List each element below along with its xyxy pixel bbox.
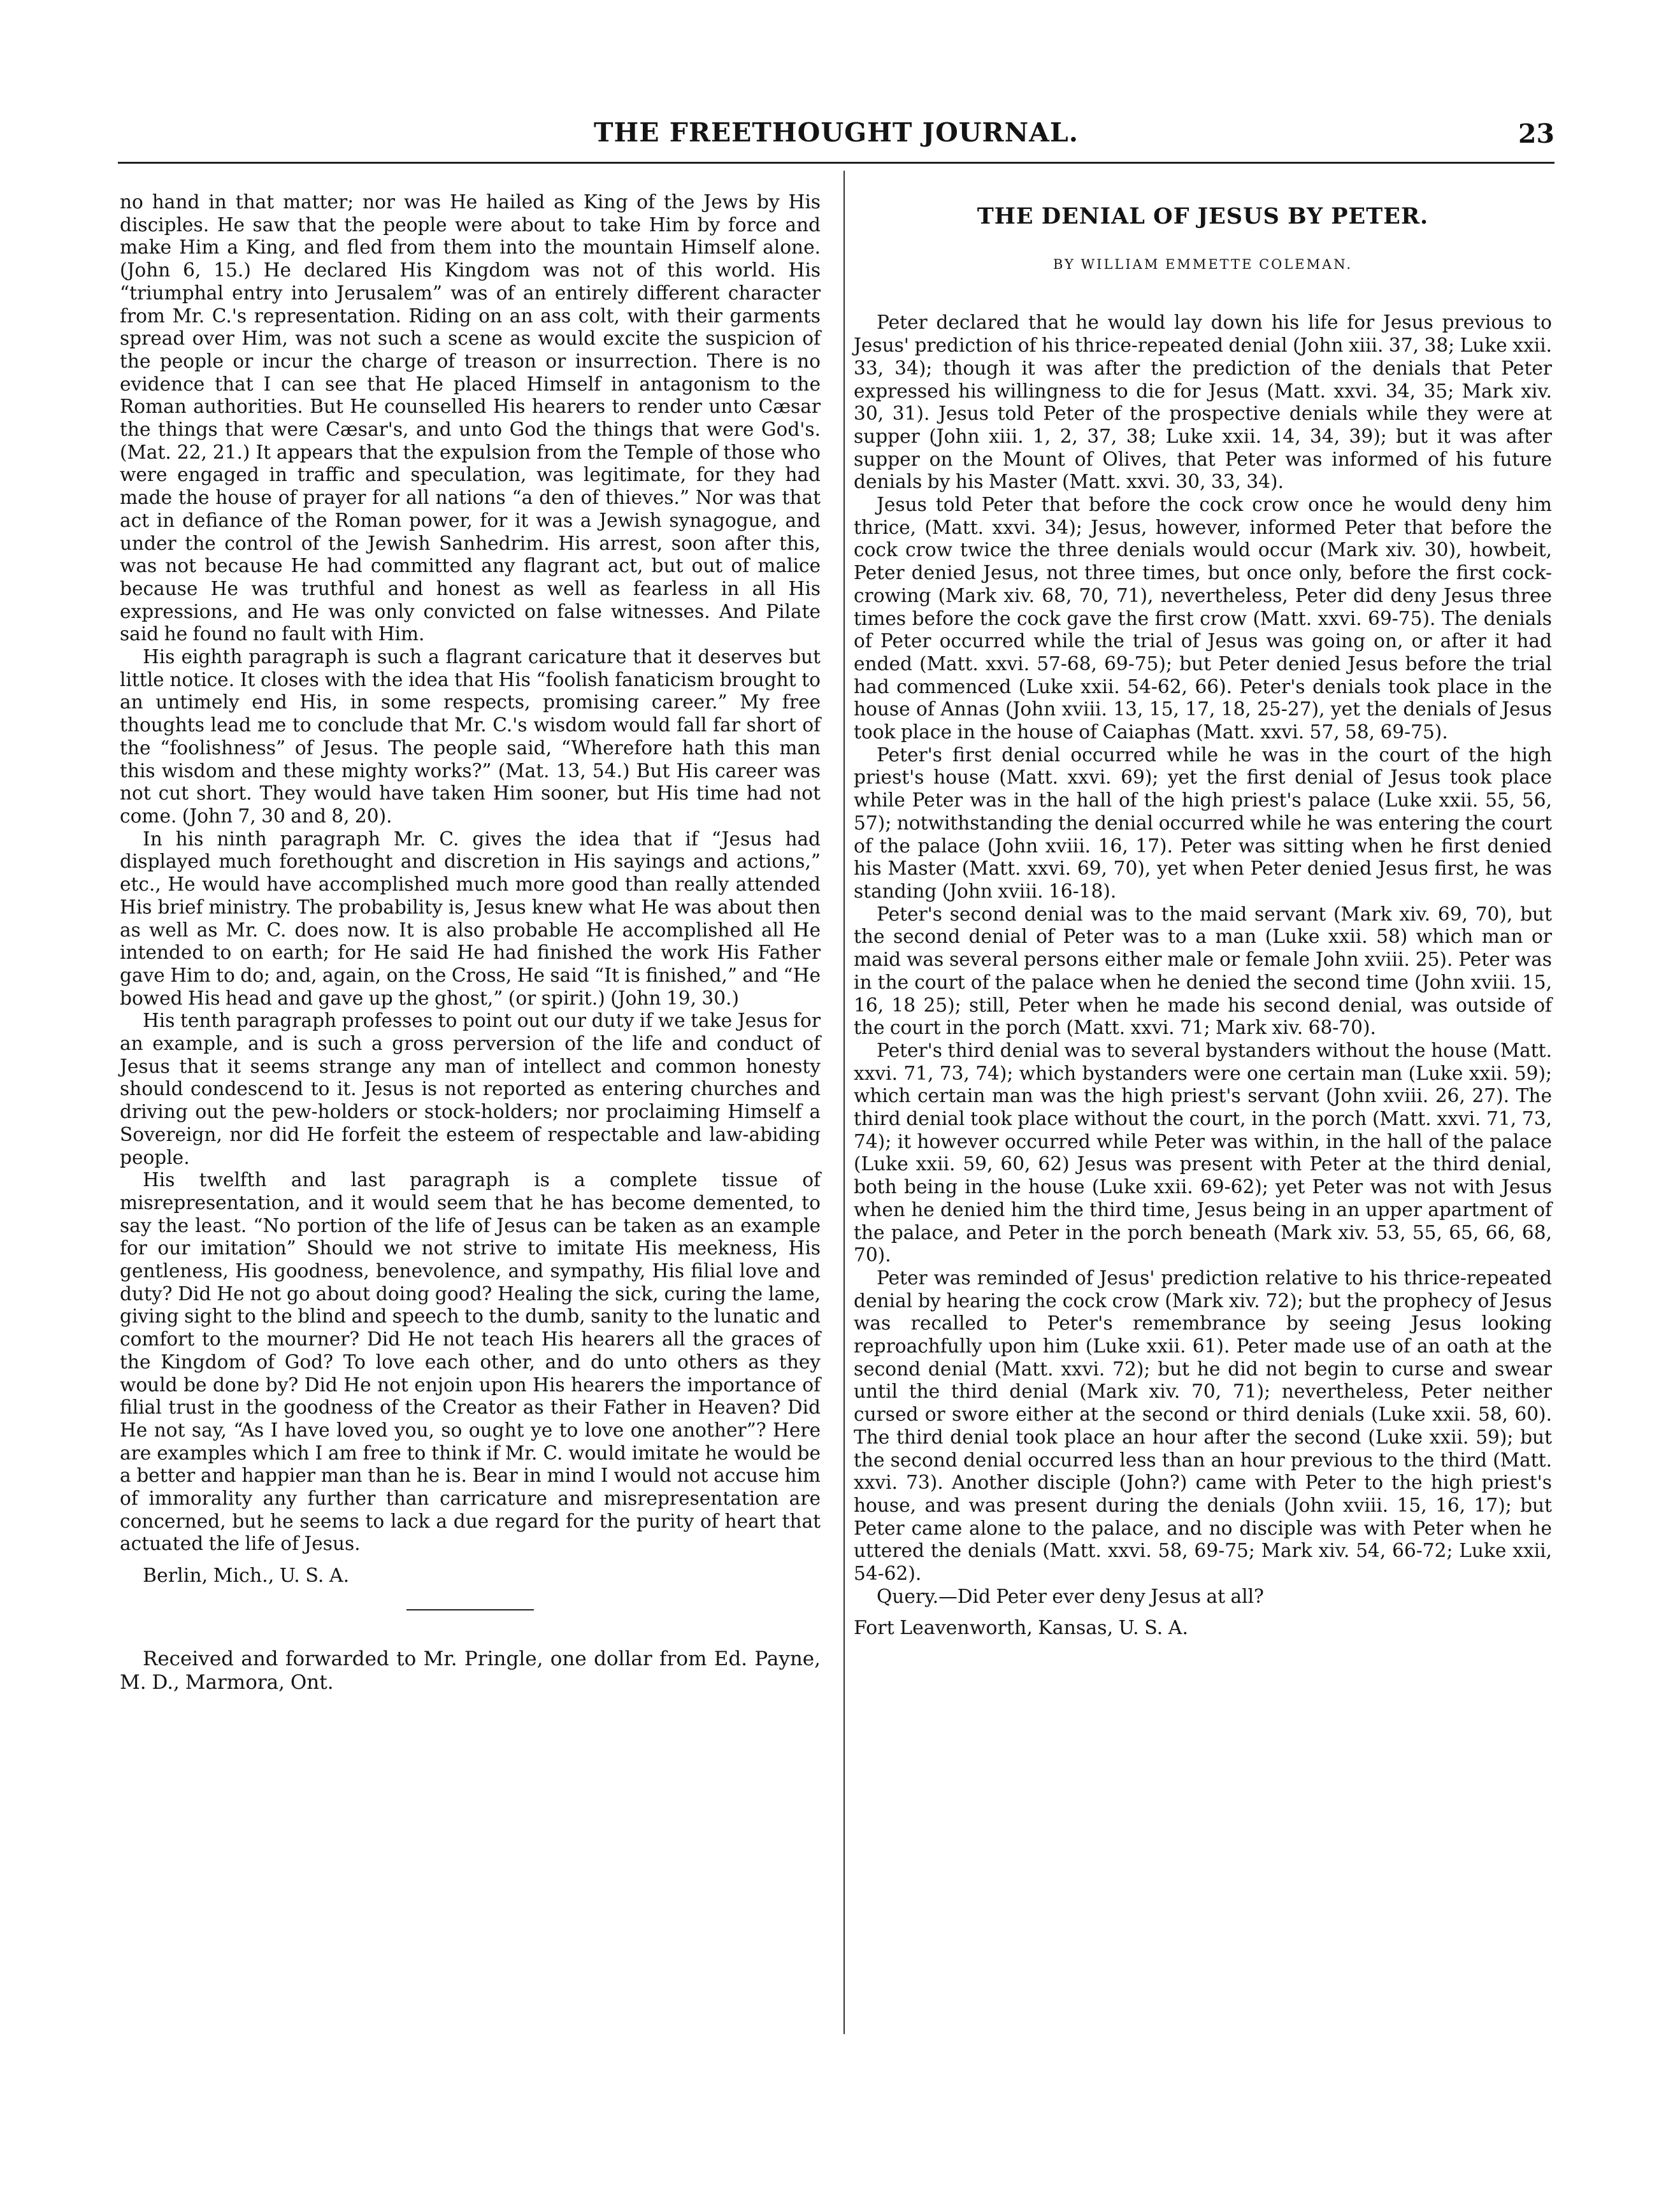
paragraph: no hand in that matter; nor was He hailed as King of the Jews by His disciples. He saw that the people were about to take Him by force and make Him a King, and fled from them into the mountain Himself alone. (John 6, 15.) He declared His Kingdom was not of this world. His “triumphal entry into Jerusalem” was of an entirely different character from Mr. C.'s representation. Riding on an ass colt, with their garments spread over Him, was not such a scene as would excite the suspicion of the people or incur the charge of treason or insurrection. There is no evidence that I can see that He placed Himself in antagonism to the Roman authorities. But He counselled His hearers to render unto Cæsar the things that were Cæsar's, and unto God the things that were God's. (Mat. 22, 21.) It appears that the expulsion from the Temple of those who were engaged in traffic and speculation, was legitimate, for they had made the house of prayer for all nations “a den of thieves.” Nor was that act in defiance of the Roman power, for it was a Jewish synagogue, and under the control of the Jewish Sanhedrim. His arrest, soon after this, was not because He had committed any flagrant act, but out of malice because He was truthful and honest as well as fearless in all His expressions, and He was only convicted on false witnesses. And Pilate said he found no fault with Him. bbox=[120, 191, 821, 645]
paragraph: His eighth paragraph is such a flagrant caricature that it deserves but little notice. It closes with the idea that His “foolish fanaticism brought to an untimely end His, in some respects, promising career.” My free thoughts lead me to conclude that Mr. C.'s wisdom would fall far short of the “foolishness” of Jesus. The people said, “Wherefore hath this man this wisdom and these mighty works?” (Mat. 13, 54.) But His career was not cut short. They would have taken Him sooner, but His time had not come. (John 7, 30 and 8, 20). bbox=[120, 646, 821, 827]
section-divider bbox=[406, 1609, 534, 1610]
paragraph: Jesus told Peter that before the cock crow once he would deny him thrice, (Matt. xxvi. 34); Jesus, however, informed Peter that before the cock crow twice the three denials would occur (Mark xiv. 30), howbeit, Peter denied Jesus, not three times, but once only, before the first cock-crowing (Mark xiv. 68, 70, 71), nevertheless, Peter did deny Jesus three times before the cock gave the first crow (Matt. xxvi. 69-75). The denials of Peter occurred while the trial of Jesus was going on, or after it had ended (Matt. xxvi. 57-68, 69-75); but Peter denied Jesus before the trial had commenced (Luke xxii. 54-62, 66). Peter's denials took place in the house of Annas (John xviii. 13, 15, 17, 18, 25-27), yet the denials of Jesus took place in the house of Caiaphas (Matt. xxvi. 57, 58, 69-75). bbox=[854, 494, 1552, 743]
author-location: Berlin, Mich., U. S. A. bbox=[143, 1565, 350, 1588]
donation-notice: Received and forwarded to Mr. Pringle, one dollar from Ed. Payne, M. D., Marmora, Ont. bbox=[120, 1647, 821, 1694]
paragraph: Peter's first denial occurred while he was in the court of the high priest's house (Matt. xxvi. 69); yet the first denial of Jesus took place while Peter was in the hall of the high priest's palace (Luke xxii. 55, 56, 57); notwithstanding the denial occurred while he was entering the court of the palace (John xviii. 16, 17). Peter was sitting when he first denied his Master (Matt. xxvi. 69, 70), yet when Peter denied Jesus first, he was standing (John xviii. 16-18). bbox=[854, 743, 1552, 902]
page-number: 23 bbox=[1518, 118, 1554, 149]
paragraph: His tenth paragraph professes to point out our duty if we take Jesus for an example, and is such a gross perversion of the life and conduct of Jesus that it seems strange any man of intellect and common honesty should condescend to it. Jesus is not reported as entering churches and driving out the pew-holders or stock-holders; nor proclaiming Himself a Sovereign, nor did He forfeit the esteem of respectable and law-abiding people. bbox=[120, 1010, 821, 1168]
column-divider bbox=[844, 171, 845, 2034]
page-header bbox=[118, 117, 1554, 157]
journal-title: THE FREETHOUGHT JOURNAL. bbox=[593, 117, 1079, 148]
paragraph: Peter declared that he would lay down his life for Jesus previous to Jesus' prediction of his thrice-repeated denial (John xiii. 37, 38; Luke xxii. 33, 34); though it was after the prediction of the denials that Peter expressed his willingness to die for Jesus (Matt. xxvi. 34, 35; Mark xiv. 30, 31). Jesus told Peter of the prospective denials while they were at supper (John xiii. 1, 2, 37, 38; Luke xxii. 14, 34, 39); but it was after supper on the Mount of Olives, that Peter was informed of his future denials by his Master (Matt. xxvi. 30, 33, 34). bbox=[854, 312, 1552, 493]
article-byline: BY WILLIAM EMMETTE COLEMAN. bbox=[1052, 256, 1353, 272]
right-column bbox=[854, 205, 1552, 1640]
header-rule bbox=[118, 162, 1554, 164]
left-column bbox=[120, 191, 821, 1695]
paragraph: Peter was reminded of Jesus' prediction relative to his thrice-repeated denial by hearing the cock crow (Mark xiv. 72); but the prophecy of Jesus was recalled to Peter's remembrance by seeing Jesus looking reproachfully upon him (Luke xxii. 61). Peter made use of an oath at the second denial (Matt. xxvi. 72); but he did not begin to curse and swear until the third denial (Mark xiv. 70, 71); nevertheless, Peter neither cursed or swore either at the second or third denials (Luke xxii. 58, 60). The third denial took place an hour after the second (Luke xxii. 59); but the second denial occurred less than an hour previous to the third (Matt. xxvi. 73). Another disciple (John?) came with Peter to the high priest's house, and was present during the denials (John xviii. 15, 16, 17); but Peter came alone to the palace, and no disciple was with Peter when he uttered the denials (Matt. xxvi. 58, 69-75; Mark xiv. 54, 66-72; Luke xxii, 54-62). bbox=[854, 1266, 1552, 1585]
paragraph: His twelfth and last paragraph is a complete tissue of misrepresentation, and it would seem that he has become demented, to say the least. “No portion of the life of Jesus can be taken as an example for our imitation” Should we not strive to imitate His meekness, His gentleness, His goodness, benevolence, and sympathy, His filial love and duty? Did He not go about doing good? Healing the sick, curing the lame, giving sight to the blind and speech to the dumb, sanity to the lunatic and comfort to the mourner? Did He not teach His hearers all the graces of the Kingdom of God? To love each other, and do unto others as they would be done by? Did He not enjoin upon His hearers the importance of filial trust in the goodness of the Creator as their Father in Heaven? Did He not say, “As I have loved you, so ought ye to love one another”? Here are examples which I am free to think if Mr. C. would imitate he would be a better and happier man than he is. Bear in mind I would not accuse him of immorality any further than carricature and misrepresentation are concerned, but he seems to lack a due regard for the purity of heart that actuated the life of Jesus. bbox=[120, 1169, 821, 1555]
paragraph: Peter's second denial was to the maid servant (Mark xiv. 69, 70), but the second denial of Peter was to a man (Luke xxii. 58) which man or maid was several persons either male or female John xviii. 25). Peter was in the court of the palace when he denied the second time (John xviii. 15, 16, 18 25); still, Peter when he made his second denial, was outside of the court in the porch (Matt. xxvi. 71; Mark xiv. 68-70). bbox=[854, 903, 1552, 1039]
author-location: Fort Leavenworth, Kansas, U. S. A. bbox=[854, 1617, 1189, 1640]
paragraph: Peter's third denial was to several bystanders without the house (Matt. xxvi. 71, 73, 74); which bystanders were one certain man (Luke xxii. 59); which certain man was the high priest's servant (John xviii. 26, 27). The third denial took place without the court, in the porch (Matt. xxvi. 71, 73, 74); it however occurred while Peter was within, in the hall of the palace (Luke xxii. 59, 60, 62) Jesus was present with Peter at the third denial, both being in the house (Luke xxii. 69-62); yet Peter was not with Jesus when he denied him the third time, Jesus being in an upper apartment of the palace, and Peter in the porch beneath (Mark xiv. 53, 55, 65, 66, 68, 70). bbox=[854, 1039, 1552, 1266]
article-title: THE DENIAL OF JESUS BY PETER. bbox=[977, 203, 1429, 229]
paragraph: Query.—Did Peter ever deny Jesus at all? bbox=[877, 1585, 1264, 1607]
paragraph: In his ninth paragraph Mr. C. gives the idea that if “Jesus had displayed much forethought and discretion in His sayings and actions,” etc., He would have accomplished much more good than really attended His brief ministry. The probability is, Jesus knew what He was about then as well as Mr. C. does now. It is also probable He accomplished all He intended to on earth; for He said He had finished the work His Father gave Him to do; and, again, on the Cross, He said “It is finished,” and “He bowed His head and gave up the ghost,” (or spirit.) (John 19, 30.) bbox=[120, 828, 821, 1009]
